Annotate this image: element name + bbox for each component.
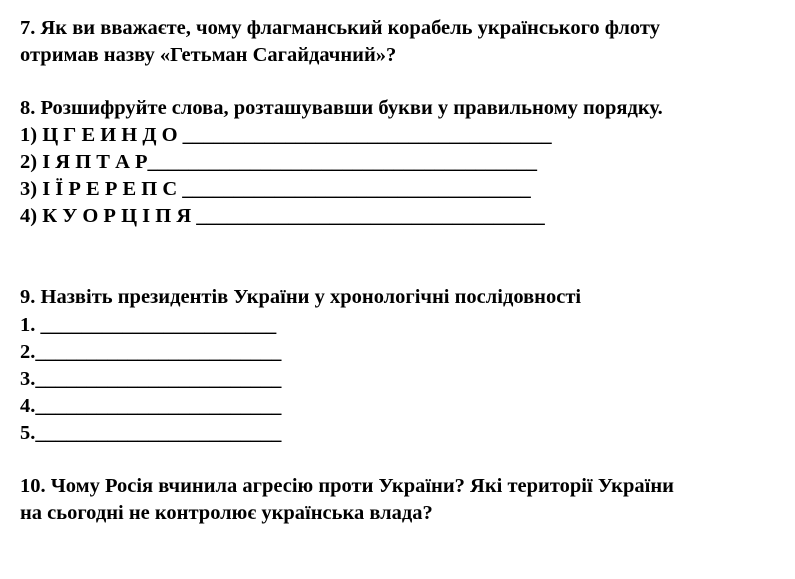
question-8-item-1: 1) Ц Г Е И Н Д О ____________________________________ <box>20 124 552 146</box>
question-7-line-2: отримав назву «Гетьман Сагайдачний»? <box>20 44 397 66</box>
question-9-item-4: 4.________________________ <box>20 395 282 417</box>
question-9-item-3: 3.________________________ <box>20 368 282 390</box>
question-8-item-4: 4) К У О Р Ц І П Я __________________________________ <box>20 205 545 227</box>
question-9-item-1: 1. _______________________ <box>20 314 277 336</box>
question-7-line-1: 7. Як ви вважаєте, чому флагманський корабель українського флоту <box>20 17 660 39</box>
question-10-line-2: на сьогодні не контролює українська влада? <box>20 502 433 524</box>
question-9-item-5: 5.________________________ <box>20 422 282 444</box>
question-8-item-2: 2) І Я П Т А Р______________________________________ <box>20 151 538 173</box>
question-8-title: 8. Розшифруйте слова, розташувавши букви у правильному порядку. <box>20 97 663 119</box>
question-9-title: 9. Назвіть президентів України у хронологічні послідовності <box>20 286 582 308</box>
question-9-item-2: 2.________________________ <box>20 341 282 363</box>
question-8-item-3: 3) І Ї Р Е Р Е П С __________________________________ <box>20 178 531 200</box>
question-10-line-1: 10. Чому Росія вчинила агресію проти України? Які території України <box>20 475 674 497</box>
